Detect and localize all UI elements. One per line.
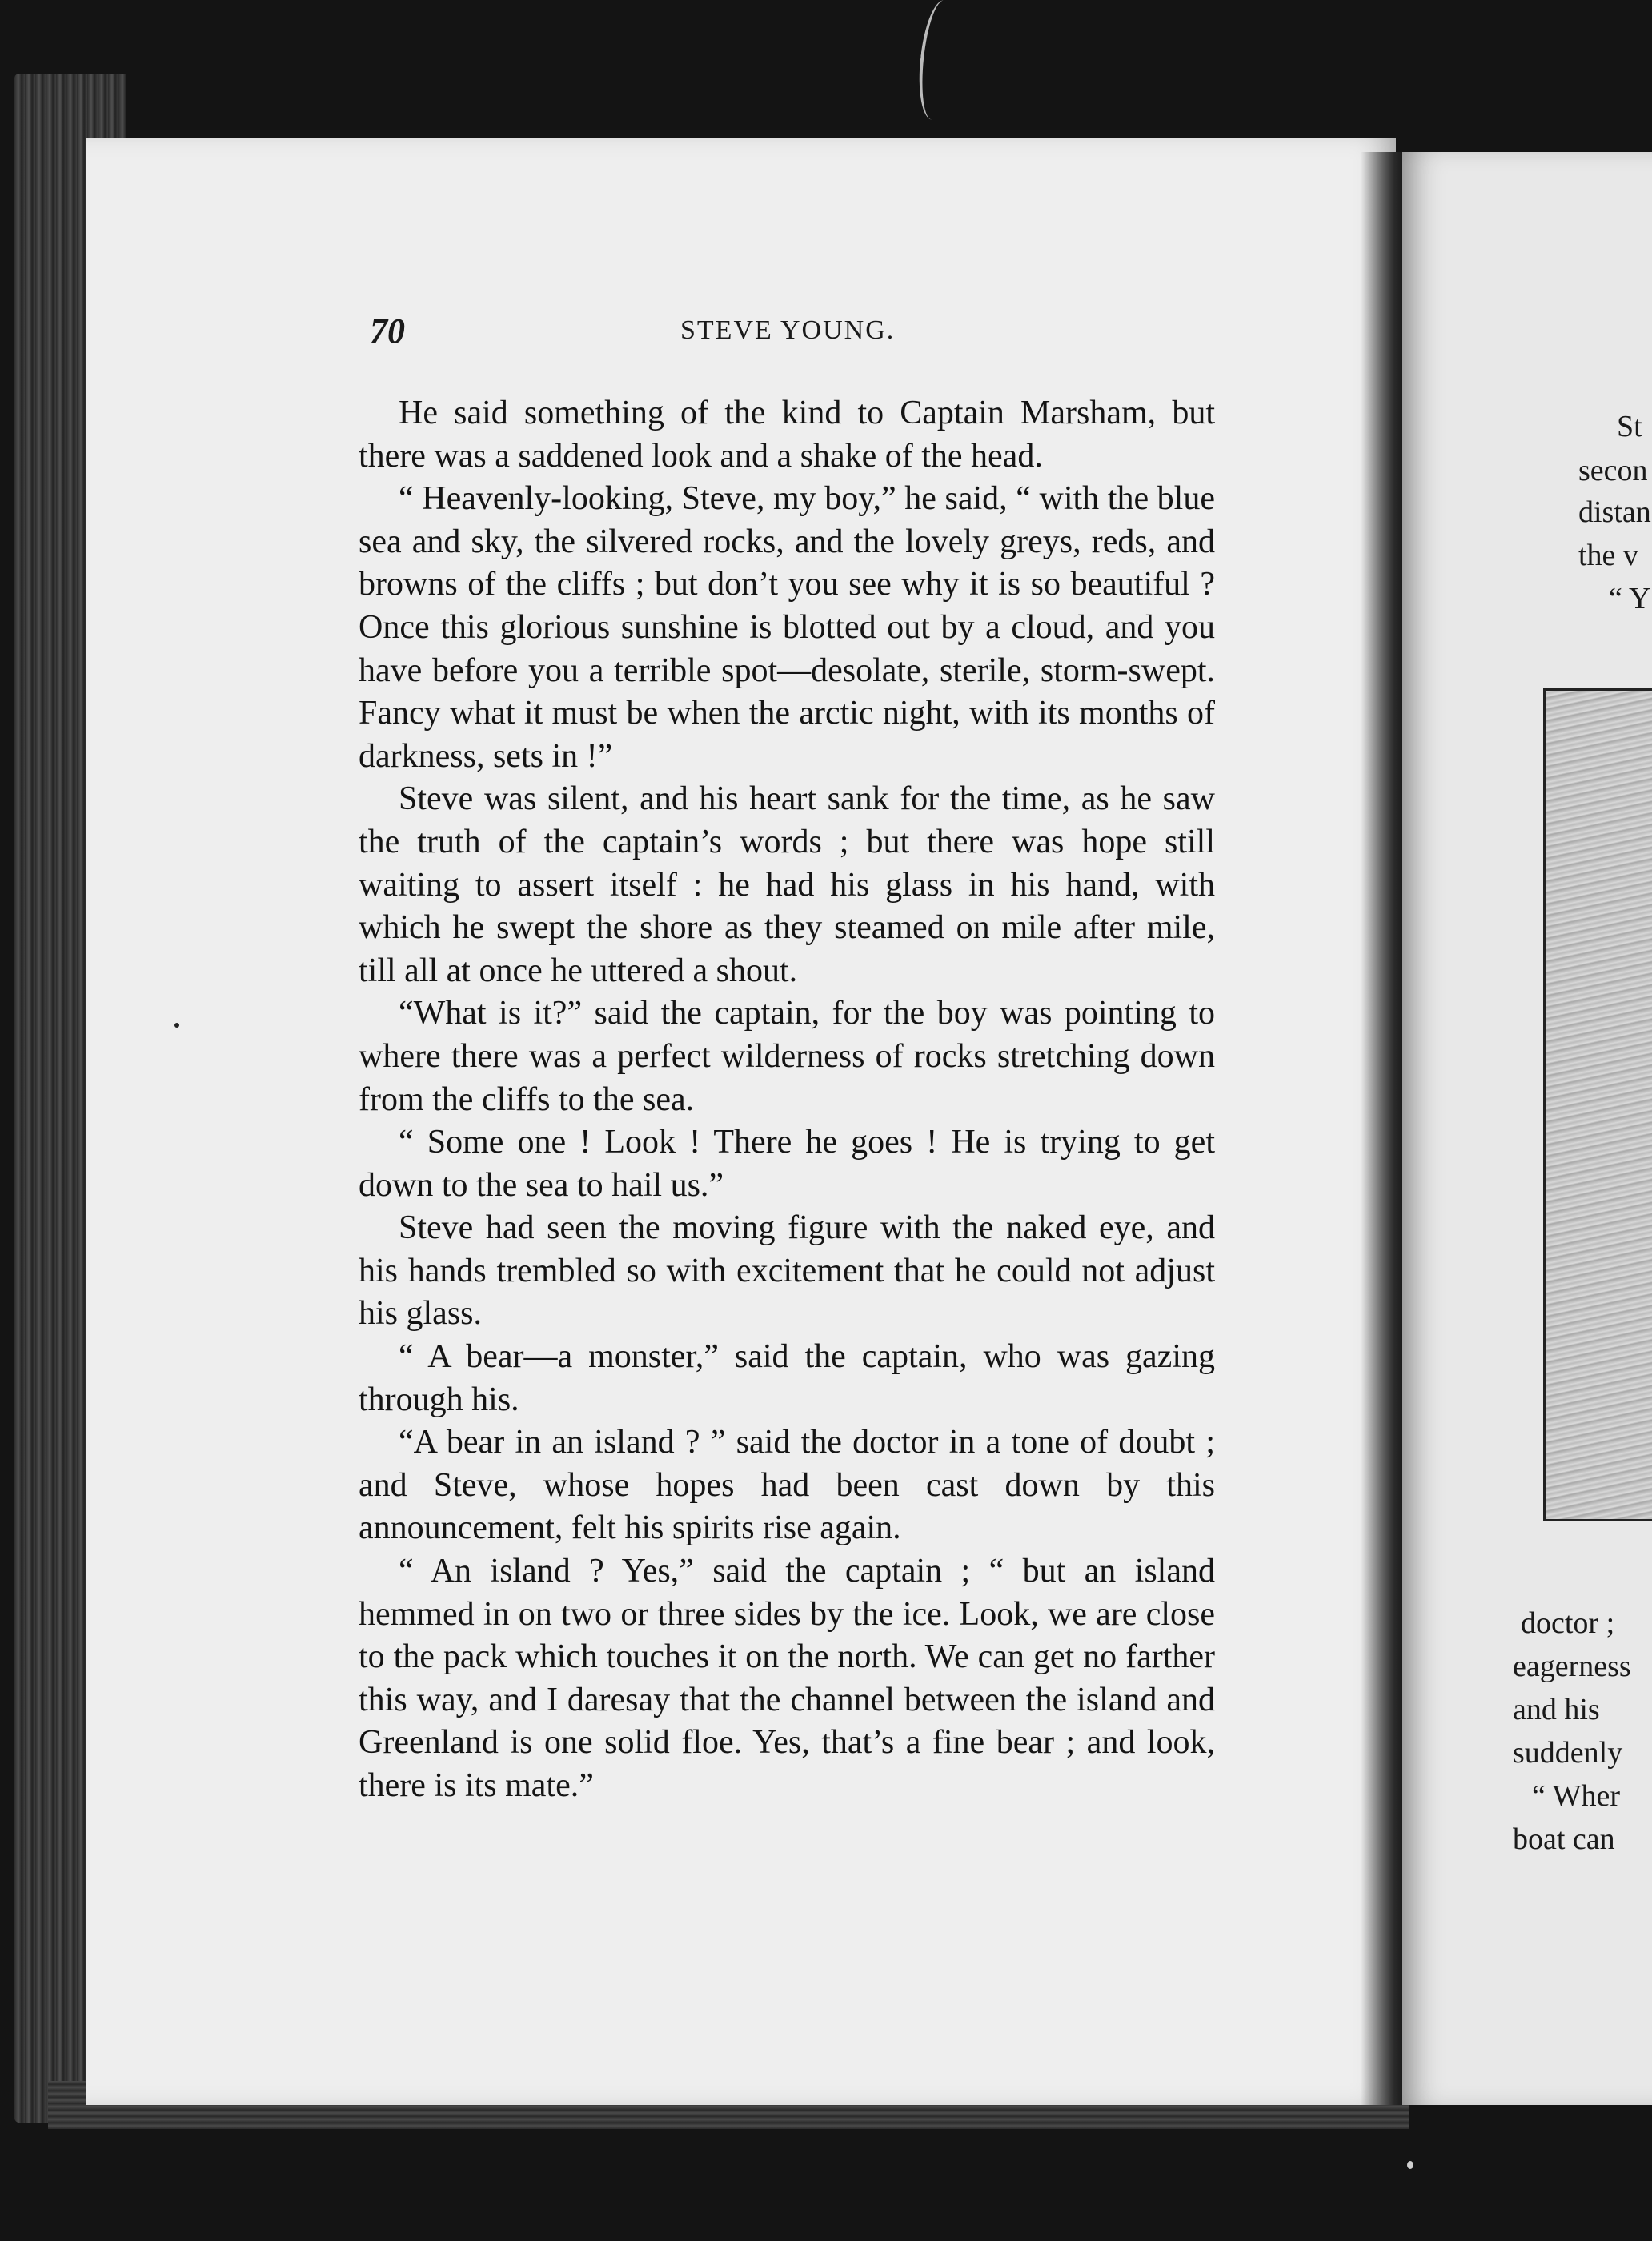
right-page-line: boat can [1513, 1822, 1615, 1856]
pencil-mark [914, 0, 961, 122]
paragraph: “ Heavenly-looking, Steve, my boy,” he said, “ with the blue sea and sky, the silvered rocks, and the lovely greys, reds, and browns of the cliffs ; but don’t you see why it is so beautiful ? Once this glorious sunshine is blotted out by a cloud, and you have before you a terrible spot—desolate, sterile, storm-swept. Fancy what it must be when the arctic night, with its months of darkness, sets in !” [359, 480, 1215, 775]
right-page-line: eagerness [1513, 1650, 1631, 1683]
paragraph: “ A bear—a monster,” said the captain, who was gazing through his. [359, 1338, 1215, 1418]
right-page-line: the v [1578, 539, 1638, 572]
page-number: 70 [370, 311, 405, 351]
right-page-line: distan [1578, 495, 1651, 529]
right-page-line: and his [1513, 1693, 1600, 1726]
right-page-line: doctor ; [1521, 1606, 1615, 1640]
right-page-illustration [1543, 688, 1652, 1521]
paragraph: “A bear in an island ? ” said the doctor in a tone of doubt ; and Steve, whose hopes had been cast down by this announcement, felt his spirits rise again. [359, 1424, 1215, 1547]
right-page-line: secon [1578, 454, 1648, 487]
paragraph: “ Some one ! Look ! There he goes ! He is trying to get down to the sea to hail us.” [359, 1124, 1215, 1204]
ink-speck [174, 1023, 179, 1028]
dust-speck [1407, 2161, 1413, 2169]
right-page-line: suddenly [1513, 1736, 1623, 1770]
running-title: STEVE YOUNG. [680, 315, 896, 345]
right-page-line: St [1617, 410, 1642, 443]
paragraph: “ An island ? Yes,” said the captain ; “ but an island hemmed in on two or three sides by the ice. Look, we are close to the pack which touches it on the north. We can get no farther this way, and I daresay that the channel between the island and Greenland is one solid floe. Yes, that’s a fine bear ; and look, there is its mate.” [359, 1553, 1215, 1804]
book-gutter [1361, 152, 1409, 2105]
right-page-line: “ Wher [1532, 1779, 1621, 1813]
paragraph: He said something of the kind to Captain Marsham, but there was a saddened look and a shake of the head. [359, 395, 1215, 475]
paragraph: “What is it?” said the captain, for the boy was pointing to where there was a perfect wilderness of rocks stretching down from the cliffs to the sea. [359, 995, 1215, 1118]
right-page-line: “ Y [1609, 582, 1651, 615]
body-text [359, 392, 1215, 1808]
paragraph: Steve was silent, and his heart sank for the time, as he saw the truth of the captain’s words ; but there was hope still waiting to assert itself : he had his glass in his hand, with which he swept the shore as they steamed on mile after mile, till all at once he uttered a shout. [359, 780, 1215, 989]
paragraph: Steve had seen the moving figure with the naked eye, and his hands trembled so with excitement that he could not adjust his glass. [359, 1209, 1215, 1333]
page-header [370, 311, 1210, 359]
